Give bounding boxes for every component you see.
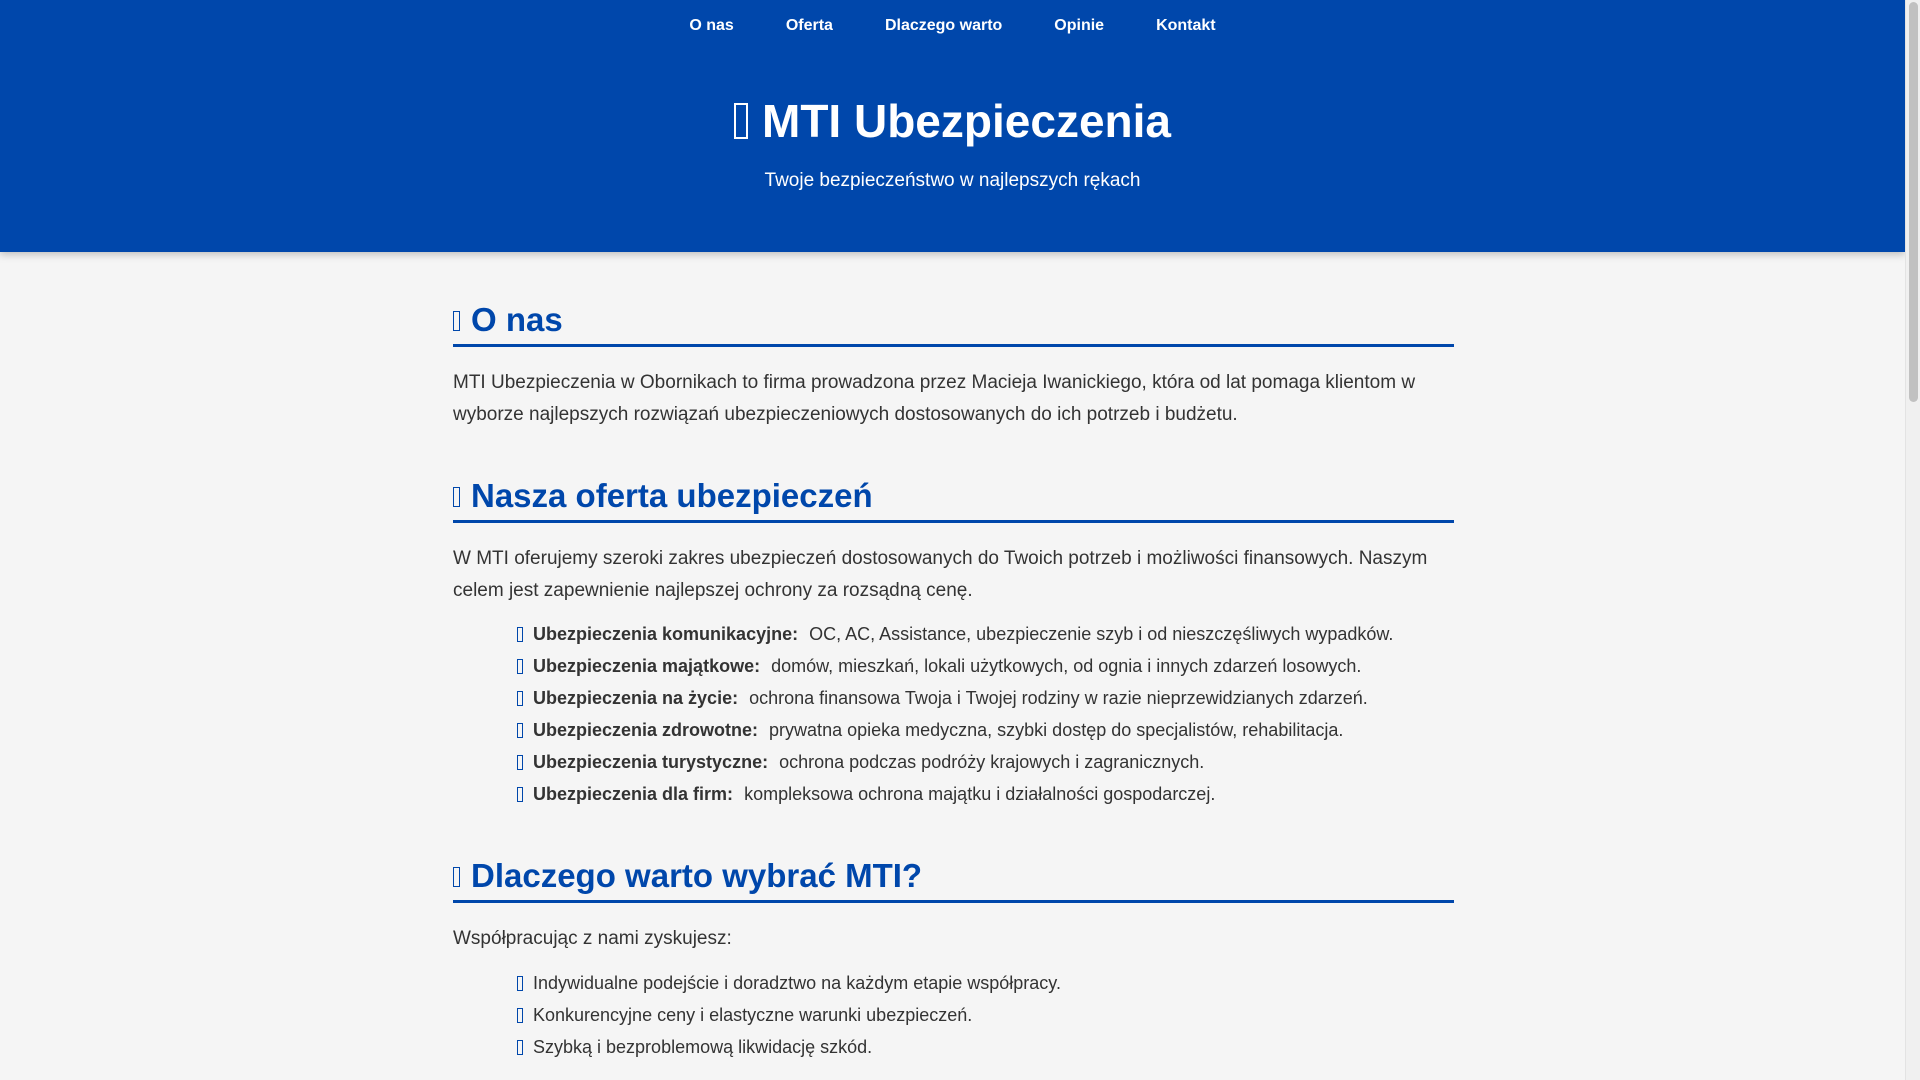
check-icon (517, 1040, 523, 1055)
list-item (517, 650, 1454, 682)
why-list (453, 967, 1454, 1063)
offer-item-label: Ubezpieczenia dla firm: (533, 784, 734, 804)
main-content (453, 300, 1454, 1063)
check-icon (517, 691, 523, 706)
nav-link-kontakt[interactable]: Kontakt (1156, 17, 1216, 34)
site-title-text: MTI Ubezpieczenia (762, 95, 1171, 147)
offer-item-desc: prywatna opieka medyczna, szybki dostęp do specjalistów, rehabilitacja. (769, 720, 1344, 740)
info-icon (453, 311, 460, 331)
offer-title-text: Nasza oferta ubezpieczeń (471, 477, 873, 514)
offer-item-desc: domów, mieszkań, lokali użytkowych, od ognia i innych zdarzeń losowych. (771, 656, 1362, 676)
offer-list (453, 618, 1454, 810)
star-icon (453, 867, 460, 887)
about-section (453, 300, 1454, 430)
site-title (0, 94, 1905, 148)
list-icon (453, 487, 460, 507)
shield-icon (734, 103, 748, 139)
offer-title (453, 476, 1454, 523)
site-subtitle: Twoje bezpieczeństwo w najlepszych rękach (764, 170, 1141, 191)
check-icon (517, 627, 523, 642)
why-item-text: Indywidualne podejście i doradztwo na każdym etapie współpracy. (533, 972, 1061, 993)
list-item (517, 682, 1454, 714)
scrollbar-thumb[interactable] (1909, 2, 1918, 402)
list-item (517, 714, 1454, 746)
why-intro: Współpracując z nami zyskujesz: (453, 928, 732, 949)
offer-section (453, 476, 1454, 810)
offer-item-desc: ochrona finansowa Twoja i Twojej rodziny w razie nieprzewidzianych zdarzeń. (749, 688, 1368, 708)
about-title-text: O nas (471, 301, 563, 338)
why-title-text: Dlaczego warto wybrać MTI? (471, 857, 923, 894)
list-item (517, 746, 1454, 778)
check-icon (517, 976, 523, 991)
offer-item-desc: kompleksowa ochrona majątku i działalności gospodarczej. (744, 784, 1216, 804)
offer-item-label: Ubezpieczenia komunikacyjne: (533, 624, 799, 644)
why-item-text: Konkurencyjne ceny i elastyczne warunki ubezpieczeń. (533, 1004, 973, 1025)
why-item-text: Szybką i bezproblemową likwidację szkód. (533, 1036, 873, 1057)
about-text: MTI Ubezpieczenia w Obornikach to firma prowadzona przez Macieja Iwanickiego, która od lat pomaga klientom w wyborze najlepszych rozwiązań ubezpieczeniowych dostosowanych do ich potrzeb i budżetu. (453, 372, 1416, 425)
list-item (517, 1031, 1454, 1063)
check-icon (517, 723, 523, 738)
offer-item-label: Ubezpieczenia majątkowe: (533, 656, 761, 676)
offer-item-desc: ochrona podczas podróży krajowych i zagranicznych. (779, 752, 1205, 772)
list-item (517, 999, 1454, 1031)
vertical-scrollbar[interactable] (1905, 0, 1920, 1080)
nav-link-o-nas[interactable]: O nas (689, 17, 734, 34)
nav-link-oferta[interactable]: Oferta (785, 17, 833, 34)
list-item (517, 778, 1454, 810)
list-item (517, 967, 1454, 999)
check-icon (517, 659, 523, 674)
about-title (453, 300, 1454, 347)
check-icon (517, 1008, 523, 1023)
why-title (453, 856, 1454, 903)
nav-link-opinie[interactable]: Opinie (1054, 17, 1105, 34)
hero-header (0, 0, 1905, 252)
nav-link-dlaczego-warto[interactable]: Dlaczego warto (884, 17, 1003, 34)
offer-item-label: Ubezpieczenia na życie: (533, 688, 739, 708)
offer-intro: W MTI oferujemy szeroki zakres ubezpieczeń dostosowanych do Twoich potrzeb i możliwości finansowych. Naszym celem jest zapewnienie najlepszej ochrony za rozsądną cenę. (453, 548, 1428, 601)
why-section (453, 856, 1454, 1063)
offer-item-desc: OC, AC, Assistance, ubezpieczenie szyb i od nieszczęśliwych wypadków. (809, 624, 1394, 644)
list-item (517, 618, 1454, 650)
offer-item-label: Ubezpieczenia zdrowotne: (533, 720, 759, 740)
check-icon (517, 787, 523, 802)
top-nav (0, 0, 1905, 52)
offer-item-label: Ubezpieczenia turystyczne: (533, 752, 769, 772)
check-icon (517, 755, 523, 770)
